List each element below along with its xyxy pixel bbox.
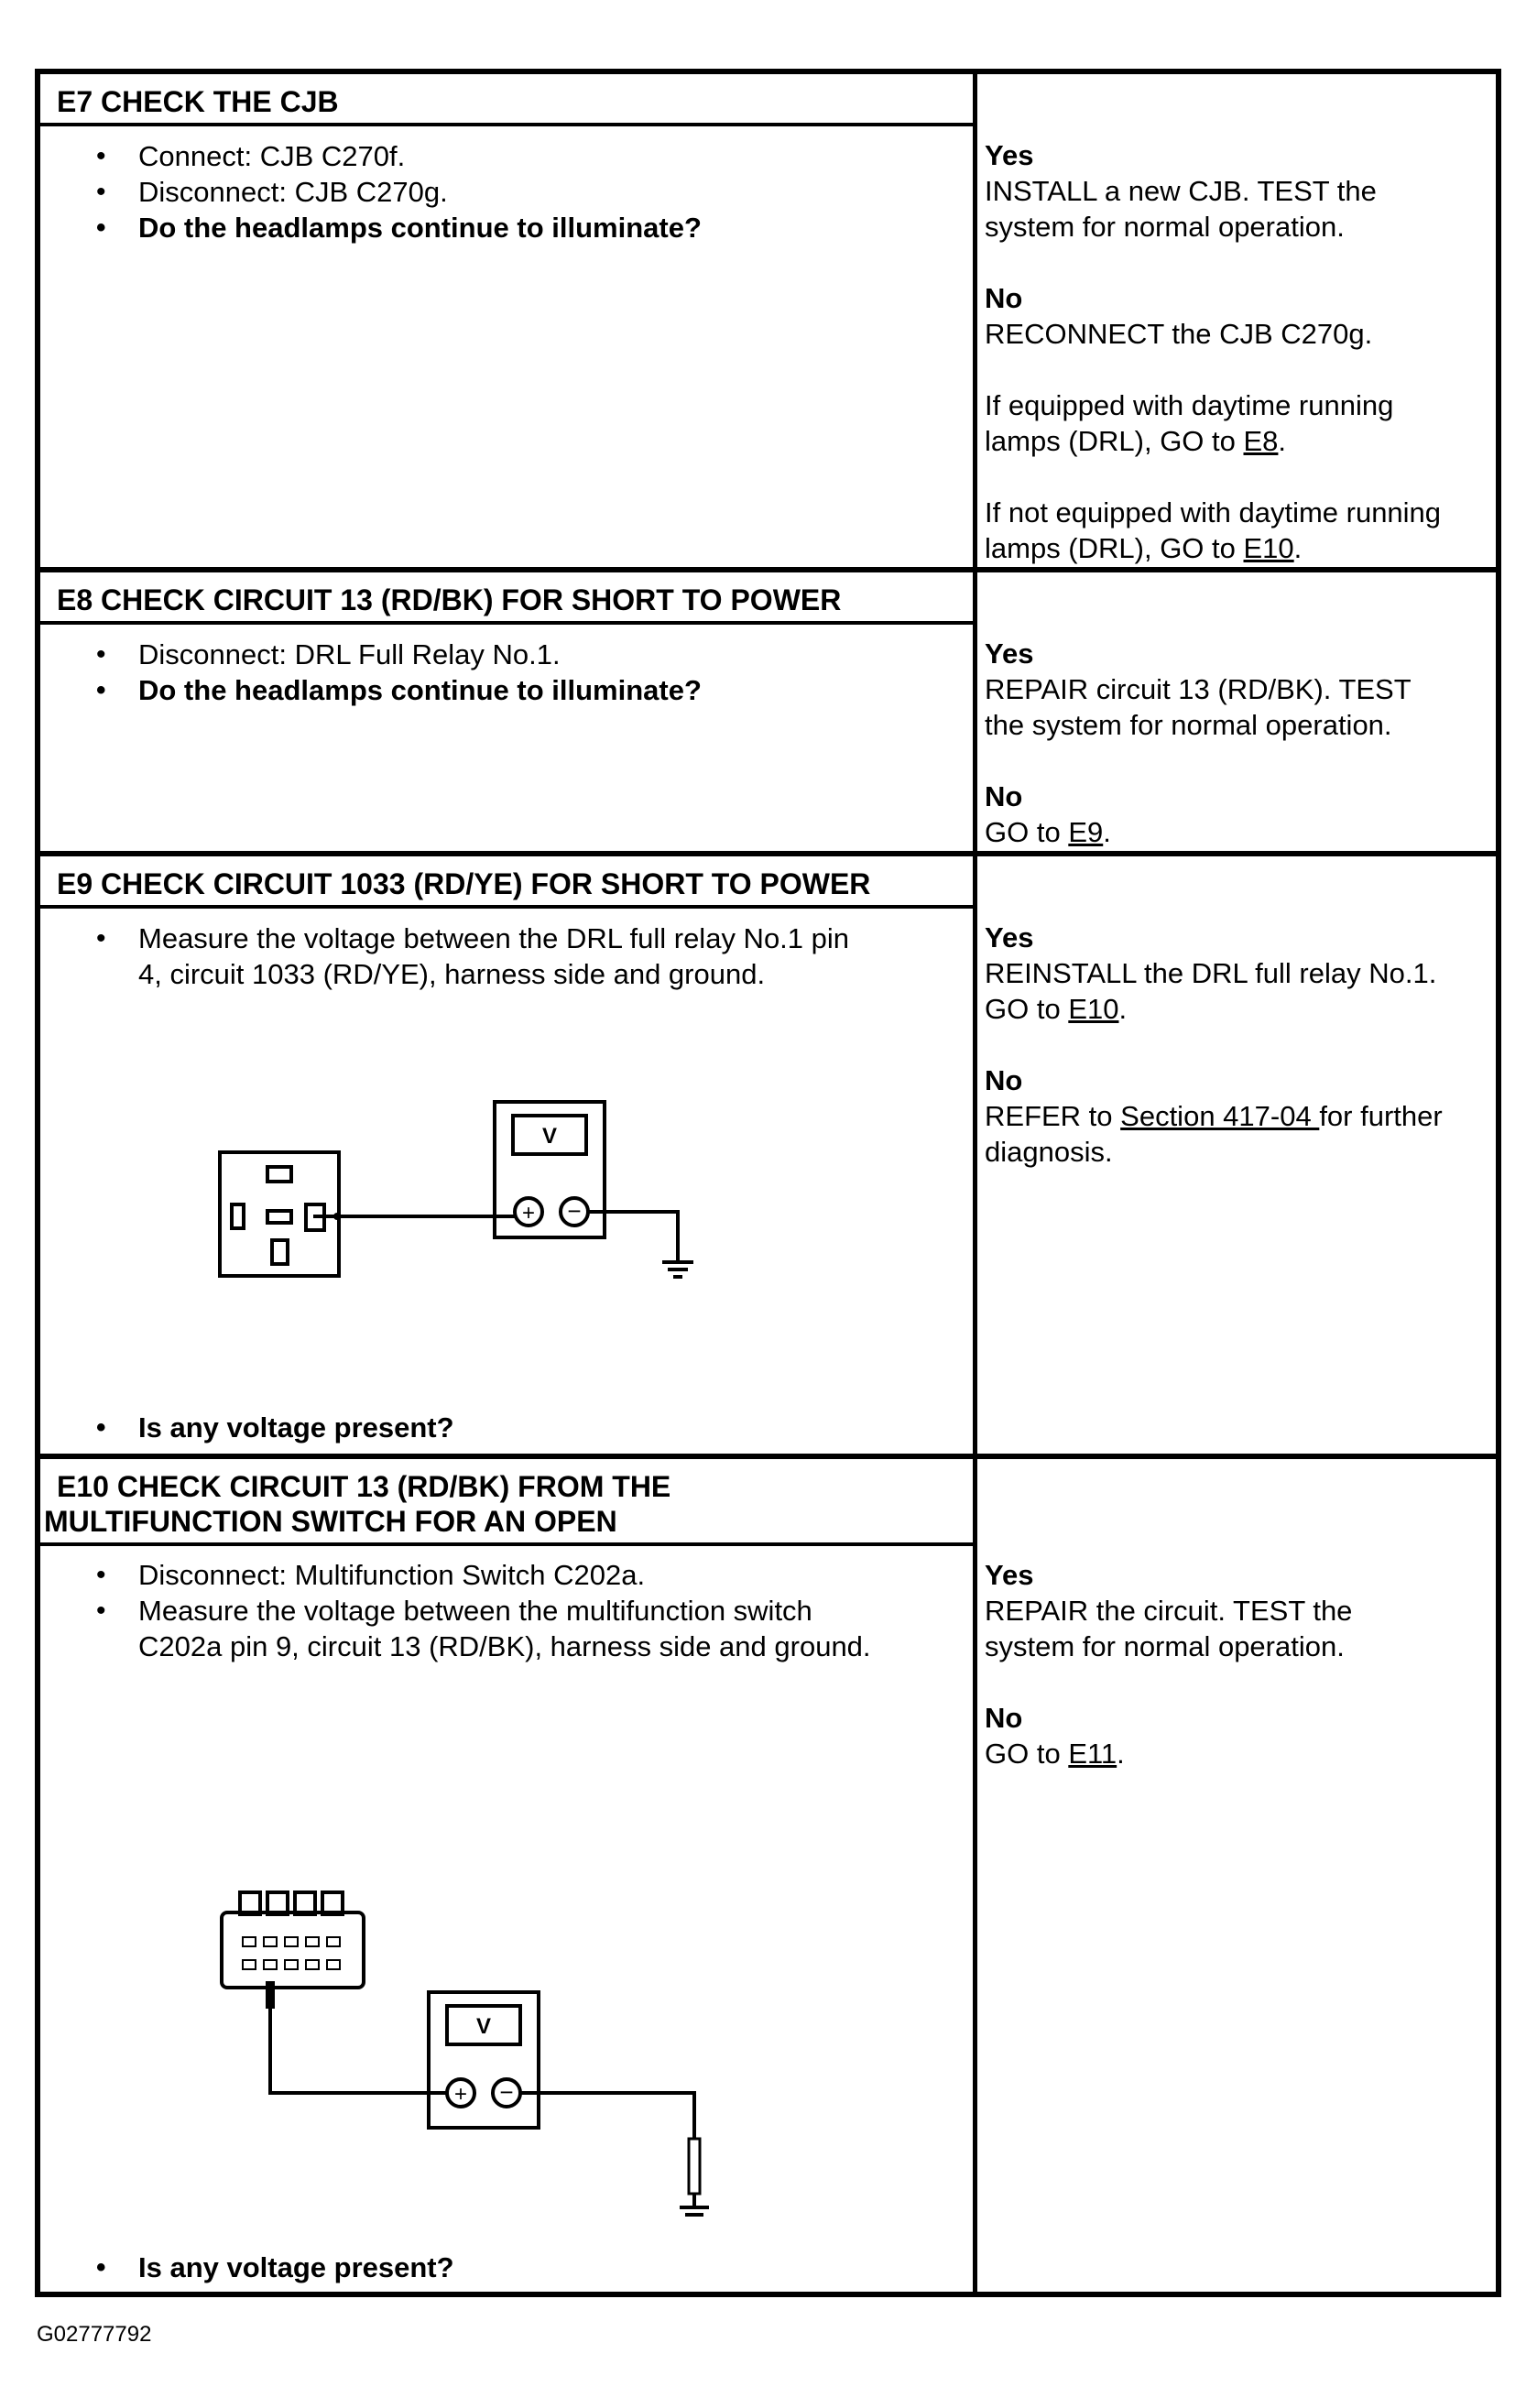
yes-text: system for normal operation. <box>985 211 1345 243</box>
step-title-e7: E7 CHECK THE CJB <box>57 85 339 118</box>
step-item: • Measure the voltage between the DRL full relay No.1 pin 4, circuit 1033 (RD/YE), harness side and ground. <box>96 921 849 992</box>
step-question: • Do the headlamps continue to illuminate? <box>96 672 702 708</box>
yes-label: Yes <box>985 921 1034 953</box>
step-list-e9-question <box>96 1410 454 1445</box>
yes-label: Yes <box>985 637 1034 670</box>
step-item: • Disconnect: DRL Full Relay No.1. <box>96 637 702 672</box>
yes-text: REPAIR the circuit. TEST the <box>985 1595 1353 1627</box>
link-e8[interactable]: E8 <box>1243 425 1279 457</box>
row-divider <box>35 851 1501 856</box>
no-text: lamps (DRL), GO to E8. <box>985 425 1287 457</box>
no-label: No <box>985 1064 1023 1096</box>
svg-text:+: + <box>453 2082 468 2107</box>
meter-label: V <box>541 1124 558 1149</box>
yes-text: REPAIR circuit 13 (RD/BK). TEST <box>985 673 1412 705</box>
step-title-e9: E9 CHECK CIRCUIT 1033 (RD/YE) FOR SHORT TO POWER <box>57 867 871 900</box>
step-question: • Is any voltage present? <box>96 1410 454 1445</box>
step-question: • Do the headlamps continue to illuminate? <box>96 210 702 245</box>
relay-terminal <box>267 1167 291 1182</box>
switch-connector-outline <box>222 1912 364 1988</box>
step-item: • Connect: CJB C270f. <box>96 138 702 174</box>
result-e7 <box>985 137 1498 566</box>
svg-text:+: + <box>521 1201 536 1226</box>
result-e9 <box>985 920 1498 1170</box>
result-e10 <box>985 1557 1498 1771</box>
step-list-e8 <box>96 637 702 708</box>
step-item: • Measure the voltage between the multifunction switch C202a pin 9, circuit 13 (RD/BK), harness side and ground. <box>96 1593 871 1664</box>
relay-terminal <box>272 1240 288 1264</box>
step-list-e9 <box>96 921 849 992</box>
no-text: REFER to Section 417-04 for further <box>985 1100 1443 1132</box>
no-text: diagnosis. <box>985 1136 1113 1168</box>
row-divider <box>35 1454 1501 1459</box>
title-underline <box>35 1542 976 1546</box>
switch-voltmeter-diagram <box>211 1887 724 2217</box>
no-text: RECONNECT the CJB C270g. <box>985 318 1373 350</box>
relay-terminal <box>267 1211 291 1223</box>
row-divider <box>35 567 1501 572</box>
no-text: GO to E9. <box>985 816 1111 848</box>
step-item: • Disconnect: Multifunction Switch C202a. <box>96 1557 871 1593</box>
ground-symbol <box>680 2207 709 2217</box>
ground-symbol <box>662 1262 693 1277</box>
step-question: • Is any voltage present? <box>96 2250 454 2285</box>
no-label: No <box>985 780 1023 812</box>
svg-text:−: − <box>499 2078 514 2106</box>
step-title-e8: E8 CHECK CIRCUIT 13 (RD/BK) FOR SHORT TO POWER <box>57 583 842 616</box>
link-e10[interactable]: E10 <box>1068 993 1119 1025</box>
yes-label: Yes <box>985 1559 1034 1591</box>
yes-text: REINSTALL the DRL full relay No.1. <box>985 957 1437 989</box>
yes-text: the system for normal operation. <box>985 709 1392 741</box>
relay-terminal <box>232 1204 244 1228</box>
title-underline <box>35 621 976 625</box>
no-text: lamps (DRL), GO to E10. <box>985 532 1303 564</box>
link-e11[interactable]: E11 <box>1068 1738 1117 1770</box>
no-text: If equipped with daytime running <box>985 389 1394 421</box>
no-label: No <box>985 282 1023 314</box>
no-label: No <box>985 1702 1023 1734</box>
meter-label: V <box>475 2014 492 2039</box>
no-text: GO to E11. <box>985 1738 1125 1770</box>
column-divider <box>973 69 977 2297</box>
link-e9[interactable]: E9 <box>1068 816 1104 848</box>
yes-label: Yes <box>985 139 1034 171</box>
yes-text: GO to E10. <box>985 993 1128 1025</box>
figure-code: G02777792 <box>37 2322 152 2347</box>
yes-text: INSTALL a new CJB. TEST the <box>985 175 1377 207</box>
step-item: • Disconnect: CJB C270g. <box>96 174 702 210</box>
link-section-417-04[interactable]: Section 417-04 <box>1120 1100 1320 1132</box>
result-e8 <box>985 636 1498 850</box>
yes-text: system for normal operation. <box>985 1630 1345 1662</box>
link-e10[interactable]: E10 <box>1243 532 1294 564</box>
step-title-e10: E10 CHECK CIRCUIT 13 (RD/BK) FROM THE MULTIFUNCTION SWITCH FOR AN OPEN <box>44 1470 671 1538</box>
title-underline <box>35 905 976 909</box>
svg-text:−: − <box>567 1197 582 1225</box>
title-underline <box>35 123 976 126</box>
step-list-e7 <box>96 138 702 245</box>
relay-voltmeter-diagram <box>215 1097 710 1294</box>
step-list-e10 <box>96 1557 871 1664</box>
relay-connector-outline <box>220 1152 339 1276</box>
no-text: If not equipped with daytime running <box>985 496 1442 528</box>
step-list-e10-question <box>96 2250 454 2285</box>
